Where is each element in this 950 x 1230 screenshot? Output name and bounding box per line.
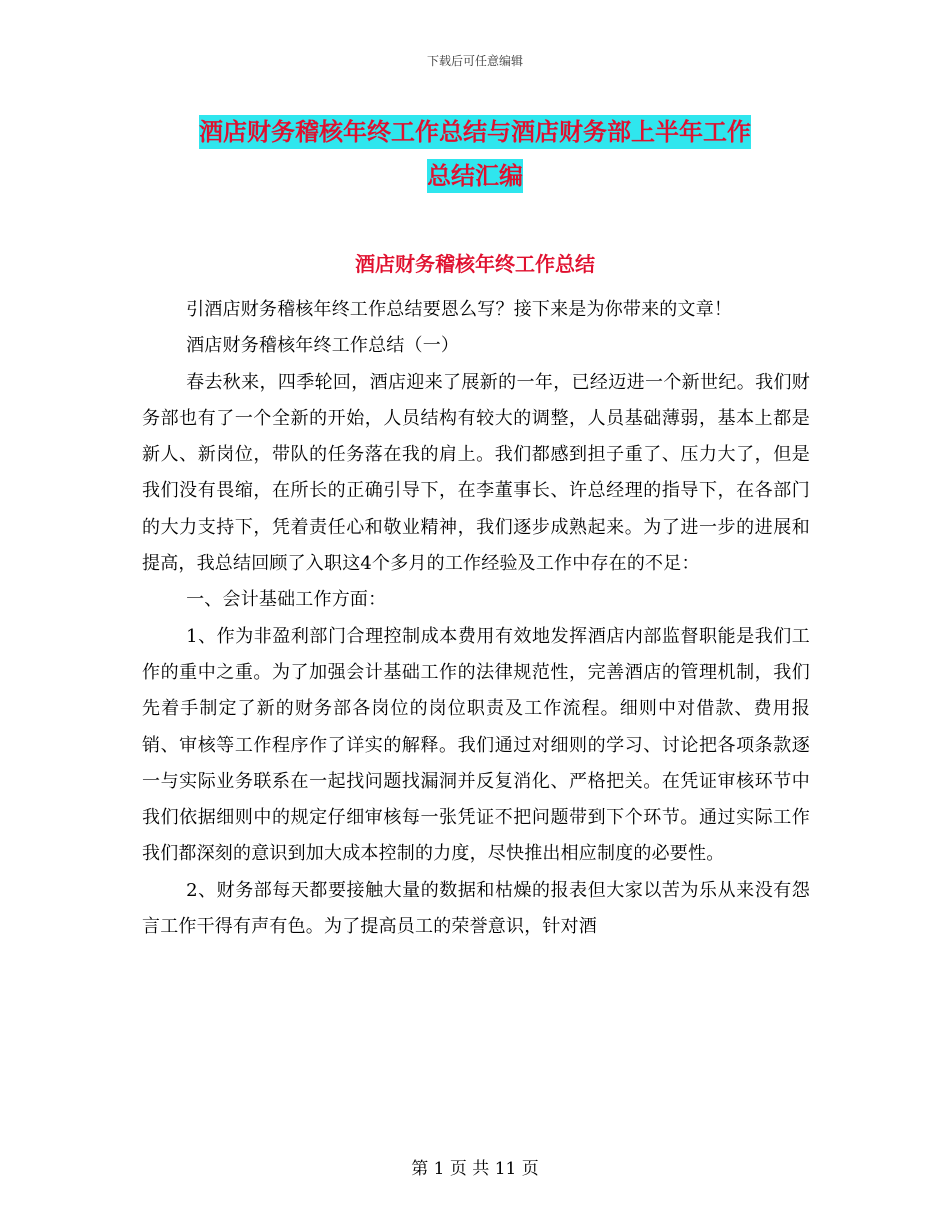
document-title-line-2: 总结汇编 <box>427 159 523 193</box>
paragraph-subheading: 酒店财务稽核年终工作总结（一） <box>186 335 460 357</box>
paragraph-heading: 一、会计基础工作方面： <box>186 589 387 611</box>
document-title <box>150 110 800 198</box>
paragraph-intro: 引酒店财务稽核年终工作总结要恩么写？接下来是为你带来的文章！ <box>186 299 733 320</box>
paragraph: 2、财务部每天都要接触大量的数据和枯燥的报表但大家以苦为乐从来没有怨言工作干得有声有色。为了提高员工的荣誉意识，针对酒 <box>142 879 810 938</box>
section-title: 酒店财务稽核年终工作总结 <box>355 252 595 276</box>
document-body <box>142 292 810 945</box>
paragraph: 春去秋来，四季轮回，酒店迎来了展新的一年，已经迈进一个新世纪。我们财务部也有了一个全新的开始，人员结构有较大的调整，人员基础薄弱，基本上都是新人、新岗位，带队的任务落在我的肩上。我们都感到担子重了、压力大了，但是我们没有畏缩，在所长的正确引导下，在李董事长、许总经理的指导下，在各部门的大力支持下，凭着责任心和敬业精神，我们逐步成熟起来。为了进一步的进展和提高，我总结回顾了入职这4个多月的工作经验及工作中存在的不足： <box>142 371 810 575</box>
page-number: 第 1 页 共 11 页 <box>411 1159 539 1179</box>
document-title-line-1: 酒店财务稽核年终工作总结与酒店财务部上半年工作 <box>199 115 751 149</box>
paragraph: 1、作为非盈利部门合理控制成本费用有效地发挥酒店内部监督职能是我们工作的重中之重。为了加强会计基础工作的法律规范性，完善酒店的管理机制，我们先着手制定了新的财务部各岗位的岗位职责及工作流程。细则中对借款、费用报销、审核等工作程序作了详实的解释。我们通过对细则的学习、讨论把各项条款逐一与实际业务联系在一起找问题找漏洞并反复消化、严格把关。在凭证审核环节中我们依据细则中的规定仔细审核每一张凭证不把问题带到下个环节。通过实际工作我们都深刻的意识到加大成本控制的力度，尽快推出相应制度的必要性。 <box>142 625 810 865</box>
page-header-note: 下载后可任意编辑 <box>426 54 523 68</box>
